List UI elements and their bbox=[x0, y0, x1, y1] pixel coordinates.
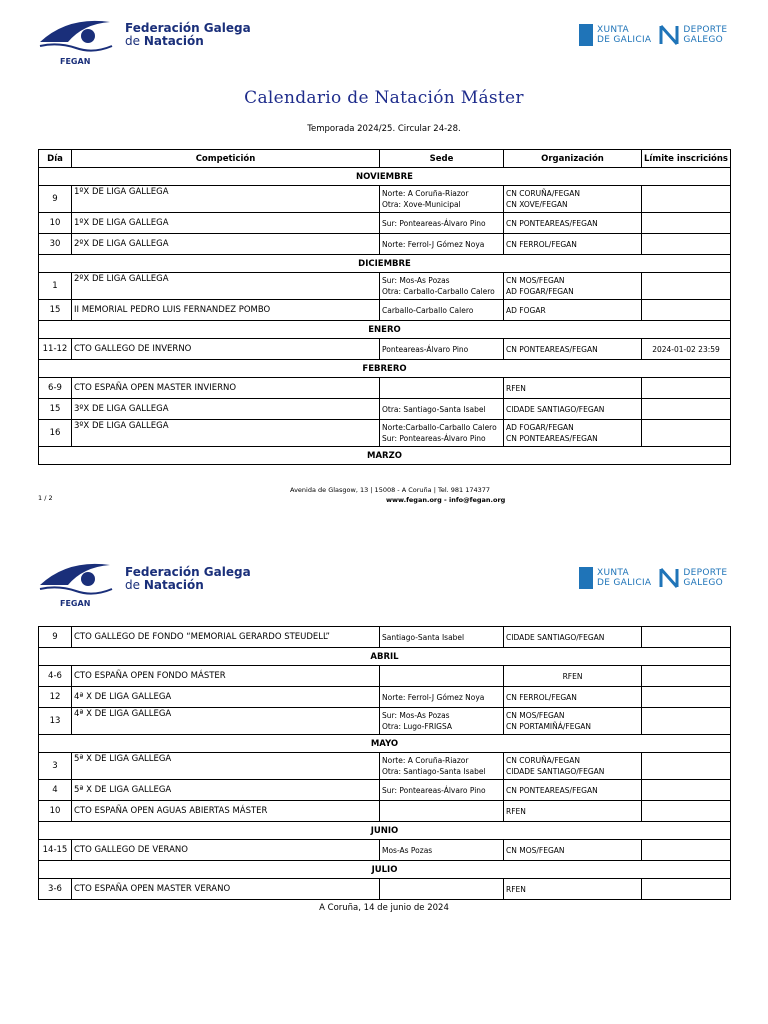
deporte-line2: GALEGO bbox=[683, 578, 724, 588]
cell-sede bbox=[380, 300, 504, 321]
cell-competicion: CTO ESPAÑA OPEN FONDO MÁSTER bbox=[72, 666, 380, 687]
org-line: CIDADE SANTIAGO/FEGAN bbox=[506, 404, 605, 414]
deporte-galego-icon bbox=[659, 24, 679, 46]
footer-address: Avenida de Glasgow, 13 | 15008 - A Coruña | Tel. 981 174377 bbox=[290, 486, 491, 494]
cell-organizacion bbox=[504, 708, 642, 735]
cell-dia: 9 bbox=[39, 186, 72, 213]
cell-dia: 14-15 bbox=[39, 840, 72, 861]
cell-limite bbox=[642, 300, 731, 321]
org-name-page2 bbox=[125, 566, 251, 592]
cell-limite bbox=[642, 801, 731, 822]
org-line: CN PONTEAREAS/FEGAN bbox=[506, 218, 598, 228]
sede-line: Otra: Santiago-Santa Isabel bbox=[382, 767, 486, 776]
cell-organizacion bbox=[504, 780, 642, 801]
cell-dia: 4-6 bbox=[39, 666, 72, 687]
month-label: MAYO bbox=[39, 735, 731, 753]
cell-sede bbox=[380, 780, 504, 801]
cell-dia: 6-9 bbox=[39, 378, 72, 399]
cell-sede bbox=[380, 708, 504, 735]
cell-dia: 10 bbox=[39, 213, 72, 234]
cell-sede bbox=[380, 339, 504, 360]
org-name-bold: Natación bbox=[143, 578, 204, 592]
cell-organizacion bbox=[504, 753, 642, 780]
table-row bbox=[39, 378, 731, 399]
org-line: RFEN bbox=[562, 671, 583, 681]
cell-limite bbox=[642, 186, 731, 213]
org-line: CN XOVE/FEGAN bbox=[506, 200, 568, 209]
xunta-logo bbox=[579, 24, 727, 46]
org-line: CN MOS/FEGAN bbox=[506, 711, 565, 720]
cell-competicion: CTO ESPAÑA OPEN MASTER INVIERNO bbox=[72, 378, 380, 399]
sede-line: Norte: Ferrol-J Gómez Noya bbox=[382, 239, 485, 249]
cell-dia: 15 bbox=[39, 300, 72, 321]
org-name-line1: Federación Galega bbox=[125, 565, 251, 579]
month-label: MARZO bbox=[39, 447, 731, 465]
org-line: CIDADE SANTIAGO/FEGAN bbox=[506, 767, 605, 776]
cell-sede bbox=[380, 420, 504, 447]
cell-dia: 16 bbox=[39, 420, 72, 447]
org-line: CN PONTEAREAS/FEGAN bbox=[506, 344, 598, 354]
org-name-prefix: de bbox=[125, 34, 144, 48]
cell-limite bbox=[642, 780, 731, 801]
cell-dia: 15 bbox=[39, 399, 72, 420]
org-line: RFEN bbox=[506, 806, 526, 816]
org-name-bold: Natación bbox=[143, 34, 204, 48]
cell-competicion: 3ºX DE LIGA GALLEGA bbox=[72, 399, 380, 420]
org-line: CN MOS/FEGAN bbox=[506, 276, 565, 285]
org-line: CN FERROL/FEGAN bbox=[506, 692, 577, 702]
cell-sede bbox=[380, 840, 504, 861]
cell-sede bbox=[380, 753, 504, 780]
cell-limite bbox=[642, 213, 731, 234]
sede-line: Otra: Xove-Municipal bbox=[382, 200, 461, 209]
table-row bbox=[39, 666, 731, 687]
table-row bbox=[39, 234, 731, 255]
table-row bbox=[39, 753, 731, 780]
month-label: NOVIEMBRE bbox=[39, 168, 731, 186]
org-line: CN CORUÑA/FEGAN bbox=[506, 189, 580, 198]
cell-organizacion bbox=[504, 627, 642, 648]
cell-sede bbox=[380, 801, 504, 822]
deporte-text bbox=[683, 568, 727, 588]
sede-line: Sur: Ponteareas-Álvaro Pino bbox=[382, 218, 486, 228]
xunta-line2: DE GALICIA bbox=[597, 578, 652, 588]
month-row bbox=[39, 321, 731, 339]
fegan-label-page2: FEGAN bbox=[60, 599, 91, 608]
col-header-dia: Día bbox=[39, 150, 72, 168]
cell-limite bbox=[642, 687, 731, 708]
org-line: CN MOS/FEGAN bbox=[506, 845, 565, 855]
cell-limite bbox=[642, 378, 731, 399]
cell-dia: 9 bbox=[39, 627, 72, 648]
sede-line: Sur: Ponteareas-Álvaro Pino bbox=[382, 785, 486, 795]
cell-sede bbox=[380, 399, 504, 420]
footer-web: www.fegan.org - info@fegan.org bbox=[386, 496, 506, 504]
org-line: CN FERROL/FEGAN bbox=[506, 239, 577, 249]
cell-sede bbox=[380, 186, 504, 213]
org-line: AD FOGAR bbox=[506, 305, 546, 315]
cell-sede bbox=[380, 378, 504, 399]
calendar-table-page2 bbox=[38, 626, 731, 900]
month-label: FEBRERO bbox=[39, 360, 731, 378]
table-row bbox=[39, 708, 731, 735]
month-label: ABRIL bbox=[39, 648, 731, 666]
org-name-prefix: de bbox=[125, 578, 144, 592]
cell-dia: 30 bbox=[39, 234, 72, 255]
org-line: CN CORUÑA/FEGAN bbox=[506, 756, 580, 765]
col-header-limite: Límite inscricións bbox=[642, 150, 731, 168]
cell-sede bbox=[380, 666, 504, 687]
col-header-organizacion: Organización bbox=[504, 150, 642, 168]
table-row bbox=[39, 780, 731, 801]
table-row bbox=[39, 840, 731, 861]
org-line: RFEN bbox=[506, 884, 526, 894]
sede-line: Sur: Ponteareas-Álvaro Pino bbox=[382, 434, 486, 443]
cell-organizacion bbox=[504, 234, 642, 255]
org-line: CN PORTAMIÑÁ/FEGAN bbox=[506, 722, 592, 731]
table-row bbox=[39, 420, 731, 447]
month-label: DICIEMBRE bbox=[39, 255, 731, 273]
table-row bbox=[39, 273, 731, 300]
sede-line: Norte: A Coruña-Riazor bbox=[382, 189, 469, 198]
cell-limite bbox=[642, 399, 731, 420]
cell-organizacion bbox=[504, 213, 642, 234]
cell-limite bbox=[642, 879, 731, 900]
table-row bbox=[39, 399, 731, 420]
sede-line: Santiago-Santa Isabel bbox=[382, 632, 465, 642]
cell-competicion: 5ª X DE LIGA GALLEGA bbox=[72, 753, 380, 780]
cell-sede bbox=[380, 627, 504, 648]
cell-sede bbox=[380, 273, 504, 300]
page-number: 1 / 2 bbox=[38, 494, 53, 502]
cell-organizacion bbox=[504, 300, 642, 321]
month-row bbox=[39, 735, 731, 753]
month-row bbox=[39, 360, 731, 378]
xunta-emblem-icon bbox=[579, 24, 593, 46]
org-name-line1: Federación Galega bbox=[125, 21, 251, 35]
cell-dia: 10 bbox=[39, 801, 72, 822]
cell-organizacion bbox=[504, 186, 642, 213]
cell-competicion: CTO ESPAÑA OPEN MASTER VERANO bbox=[72, 879, 380, 900]
cell-limite bbox=[642, 753, 731, 780]
cell-organizacion bbox=[504, 273, 642, 300]
cell-organizacion bbox=[504, 666, 642, 687]
cell-competicion: II MEMORIAL PEDRO LUIS FERNANDEZ POMBO bbox=[72, 300, 380, 321]
cell-organizacion bbox=[504, 378, 642, 399]
deporte-galego-icon bbox=[659, 567, 679, 589]
deporte-line2: GALEGO bbox=[683, 35, 724, 45]
calendar-table-page1 bbox=[38, 149, 731, 465]
cell-dia: 13 bbox=[39, 708, 72, 735]
col-header-sede: Sede bbox=[380, 150, 504, 168]
cell-dia: 3 bbox=[39, 753, 72, 780]
cell-dia: 12 bbox=[39, 687, 72, 708]
cell-organizacion bbox=[504, 399, 642, 420]
cell-limite: 2024-01-02 23:59 bbox=[642, 339, 731, 360]
month-row bbox=[39, 168, 731, 186]
sede-line: Otra: Santiago-Santa Isabel bbox=[382, 404, 486, 414]
cell-limite bbox=[642, 840, 731, 861]
cell-competicion: 1ºX DE LIGA GALLEGA bbox=[72, 186, 380, 213]
cell-limite bbox=[642, 666, 731, 687]
sede-line: Norte: Ferrol-J Gómez Noya bbox=[382, 692, 485, 702]
org-line: CN PONTEAREAS/FEGAN bbox=[506, 434, 598, 443]
cell-organizacion bbox=[504, 420, 642, 447]
table-row bbox=[39, 300, 731, 321]
table-row bbox=[39, 186, 731, 213]
cell-competicion: 2ºX DE LIGA GALLEGA bbox=[72, 234, 380, 255]
xunta-text bbox=[597, 25, 651, 45]
table-row bbox=[39, 687, 731, 708]
month-label: JUNIO bbox=[39, 822, 731, 840]
month-row bbox=[39, 861, 731, 879]
cell-competicion: 5ª X DE LIGA GALLEGA bbox=[72, 780, 380, 801]
cell-dia: 1 bbox=[39, 273, 72, 300]
sede-line: Otra: Carballo-Carballo Calero bbox=[382, 287, 495, 296]
xunta-text bbox=[597, 568, 651, 588]
sede-line: Ponteareas-Álvaro Pino bbox=[382, 344, 469, 354]
cell-organizacion bbox=[504, 339, 642, 360]
cell-limite bbox=[642, 420, 731, 447]
sede-line: Norte:Carballo-Carballo Calero bbox=[382, 423, 497, 432]
month-row bbox=[39, 648, 731, 666]
month-row bbox=[39, 447, 731, 465]
table-row bbox=[39, 627, 731, 648]
cell-sede bbox=[380, 687, 504, 708]
fegan-label: FEGAN bbox=[60, 57, 91, 66]
cell-dia: 4 bbox=[39, 780, 72, 801]
table-header-row bbox=[39, 150, 731, 168]
cell-competicion: 1ºX DE LIGA GALLEGA bbox=[72, 213, 380, 234]
cell-competicion: CTO GALLEGO DE VERANO bbox=[72, 840, 380, 861]
sede-line: Mos-As Pozas bbox=[382, 845, 433, 855]
table-row bbox=[39, 213, 731, 234]
org-line: RFEN bbox=[506, 383, 526, 393]
cell-competicion: 4ª X DE LIGA GALLEGA bbox=[72, 708, 380, 735]
page-subtitle: Temporada 2024/25. Circular 24-28. bbox=[307, 124, 461, 134]
xunta-logo-page2 bbox=[579, 567, 727, 589]
cell-dia: 11-12 bbox=[39, 339, 72, 360]
org-name bbox=[125, 22, 251, 48]
sede-line: Sur: Mos-As Pozas bbox=[382, 711, 450, 720]
page-title: Calendario de Natación Máster bbox=[244, 88, 524, 108]
xunta-line1: XUNTA bbox=[597, 25, 629, 35]
org-name-line2 bbox=[125, 35, 251, 48]
cell-dia: 3-6 bbox=[39, 879, 72, 900]
cell-limite bbox=[642, 234, 731, 255]
org-name-line2 bbox=[125, 579, 251, 592]
org-line: AD FOGAR/FEGAN bbox=[506, 423, 574, 432]
cell-sede bbox=[380, 213, 504, 234]
cell-limite bbox=[642, 627, 731, 648]
month-label: JULIO bbox=[39, 861, 731, 879]
col-header-competicion: Competición bbox=[72, 150, 380, 168]
closing-date: A Coruña, 14 de junio de 2024 bbox=[319, 903, 449, 913]
xunta-line2: DE GALICIA bbox=[597, 35, 652, 45]
cell-limite bbox=[642, 708, 731, 735]
org-line: CIDADE SANTIAGO/FEGAN bbox=[506, 632, 605, 642]
cell-organizacion bbox=[504, 801, 642, 822]
sede-line: Norte: A Coruña-Riazor bbox=[382, 756, 469, 765]
month-label: ENERO bbox=[39, 321, 731, 339]
org-line: AD FOGAR/FEGAN bbox=[506, 287, 574, 296]
table-row bbox=[39, 801, 731, 822]
cell-competicion: CTO GALLEGO DE FONDO “MEMORIAL GERARDO STEUDELL” bbox=[72, 627, 380, 648]
cell-organizacion bbox=[504, 879, 642, 900]
sede-line: Otra: Lugo-FRIGSA bbox=[382, 722, 453, 731]
table-row bbox=[39, 879, 731, 900]
table-row bbox=[39, 339, 731, 360]
cell-competicion: 2ºX DE LIGA GALLEGA bbox=[72, 273, 380, 300]
cell-competicion: 3ºX DE LIGA GALLEGA bbox=[72, 420, 380, 447]
cell-organizacion bbox=[504, 687, 642, 708]
sede-line: Carballo-Carballo Calero bbox=[382, 305, 474, 315]
xunta-line1: XUNTA bbox=[597, 568, 629, 578]
org-line: CN PONTEAREAS/FEGAN bbox=[506, 785, 598, 795]
cell-organizacion bbox=[504, 840, 642, 861]
deporte-text bbox=[683, 25, 727, 45]
sede-line: Sur: Mos-As Pozas bbox=[382, 276, 450, 285]
cell-competicion: 4ª X DE LIGA GALLEGA bbox=[72, 687, 380, 708]
cell-sede bbox=[380, 879, 504, 900]
cell-sede bbox=[380, 234, 504, 255]
month-row bbox=[39, 822, 731, 840]
cell-limite bbox=[642, 273, 731, 300]
deporte-line1: DEPORTE bbox=[683, 568, 728, 578]
cell-competicion: CTO ESPAÑA OPEN AGUAS ABIERTAS MÁSTER bbox=[72, 801, 380, 822]
xunta-emblem-icon bbox=[579, 567, 593, 589]
month-row bbox=[39, 255, 731, 273]
cell-competicion: CTO GALLEGO DE INVERNO bbox=[72, 339, 380, 360]
deporte-line1: DEPORTE bbox=[683, 25, 728, 35]
